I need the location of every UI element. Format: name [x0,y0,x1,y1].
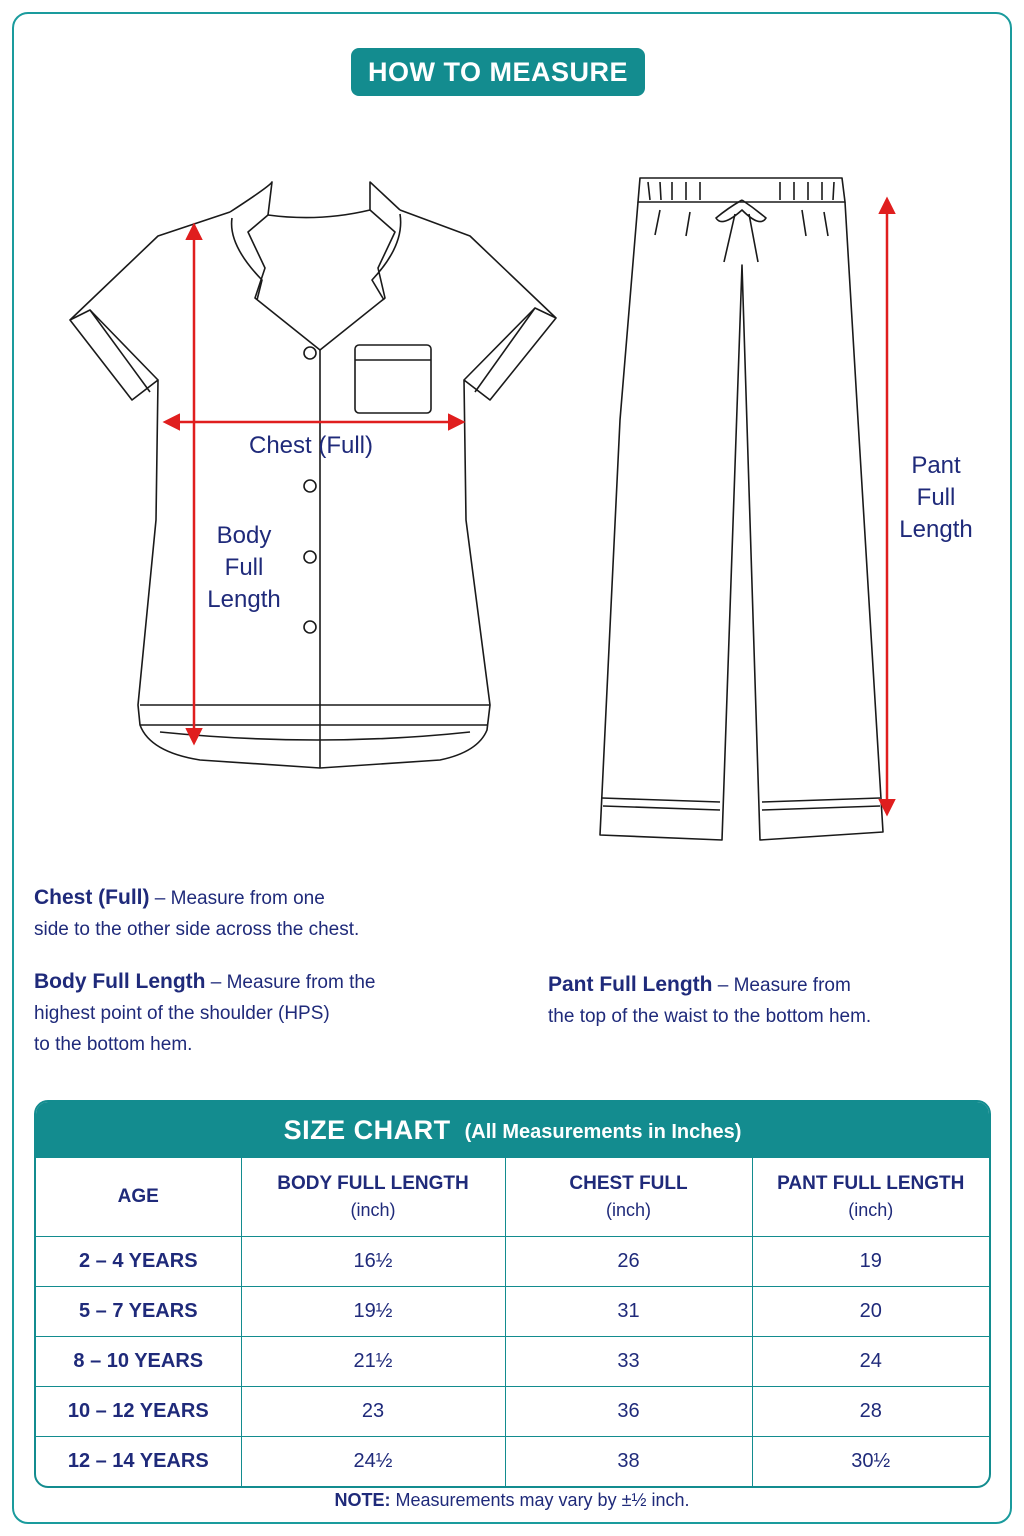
note-text: Measurements may vary by ±½ inch. [395,1490,690,1510]
size-chart-subtitle: (All Measurements in Inches) [464,1120,742,1143]
column-header-pant-length: PANT FULL LENGTH (inch) [752,1158,989,1236]
pant-length-cell: 19 [752,1236,989,1286]
column-header-chest: CHEST FULL (inch) [505,1158,752,1236]
body-length-cell: 21½ [241,1336,505,1386]
age-cell: 10 – 12 YEARS [36,1386,241,1436]
size-table [36,1158,989,1486]
body-length-label-line3: Length [207,586,281,613]
pant-length-term: Pant Full Length [548,973,713,996]
pant-length-label [886,450,986,546]
body-length-cell: 24½ [241,1436,505,1486]
body-length-label-line2: Full [224,554,264,581]
pant-length-cell: 28 [752,1386,989,1436]
size-chart-header [36,1102,989,1158]
body-length-label-line1: Body [216,522,272,549]
chest-cell: 36 [505,1386,752,1436]
chest-text-1: – Measure from one [149,888,325,909]
page-title: HOW TO MEASURE [351,48,645,96]
size-table-header-row [36,1158,989,1236]
table-row [36,1386,989,1436]
size-chart-title: SIZE CHART [283,1114,451,1145]
size-chart [34,1100,991,1488]
table-row [36,1286,989,1336]
body-text-1: – Measure from the [205,972,376,993]
pant-text-2: the top of the waist to the bottom hem. [548,1006,872,1027]
chest-cell: 26 [505,1236,752,1286]
note-label: NOTE: [334,1490,391,1510]
age-cell: 12 – 14 YEARS [36,1436,241,1486]
pant-length-description [548,969,988,1032]
age-cell: 2 – 4 YEARS [36,1236,241,1286]
body-length-cell: 19½ [241,1286,505,1336]
age-cell: 8 – 10 YEARS [36,1336,241,1386]
table-row [36,1436,989,1486]
pant-text-1: – Measure from [712,975,851,996]
chest-description [34,882,514,945]
pant-length-label-line3: Length [899,516,973,543]
body-length-label [194,520,294,616]
pant-length-label-line1: Pant [911,452,961,479]
body-length-description [34,966,514,1060]
age-cell: 5 – 7 YEARS [36,1286,241,1336]
chest-label: Chest (Full) [248,432,374,459]
column-header-body-length: BODY FULL LENGTH (inch) [241,1158,505,1236]
table-row [36,1336,989,1386]
body-length-cell: 16½ [241,1236,505,1286]
body-length-term: Body Full Length [34,970,206,993]
shirt-drawing [70,182,556,768]
pant-length-cell: 20 [752,1286,989,1336]
table-row [36,1236,989,1286]
chest-text-2: side to the other side across the chest. [34,919,360,940]
pants-drawing [600,178,883,840]
chest-term: Chest (Full) [34,886,150,909]
pant-length-cell: 30½ [851,1449,891,1472]
pant-length-cell: 24 [752,1336,989,1386]
chest-cell: 31 [505,1286,752,1336]
body-text-2: highest point of the shoulder (HPS) [34,1003,330,1024]
body-length-cell: 23 [241,1386,505,1436]
body-text-3: to the bottom hem. [34,1034,193,1055]
chest-cell: 33 [505,1336,752,1386]
chest-cell: 38 [505,1436,752,1486]
column-header-age: AGE [36,1158,241,1236]
measurement-note [0,1490,1024,1511]
pant-length-label-line2: Full [916,484,956,511]
